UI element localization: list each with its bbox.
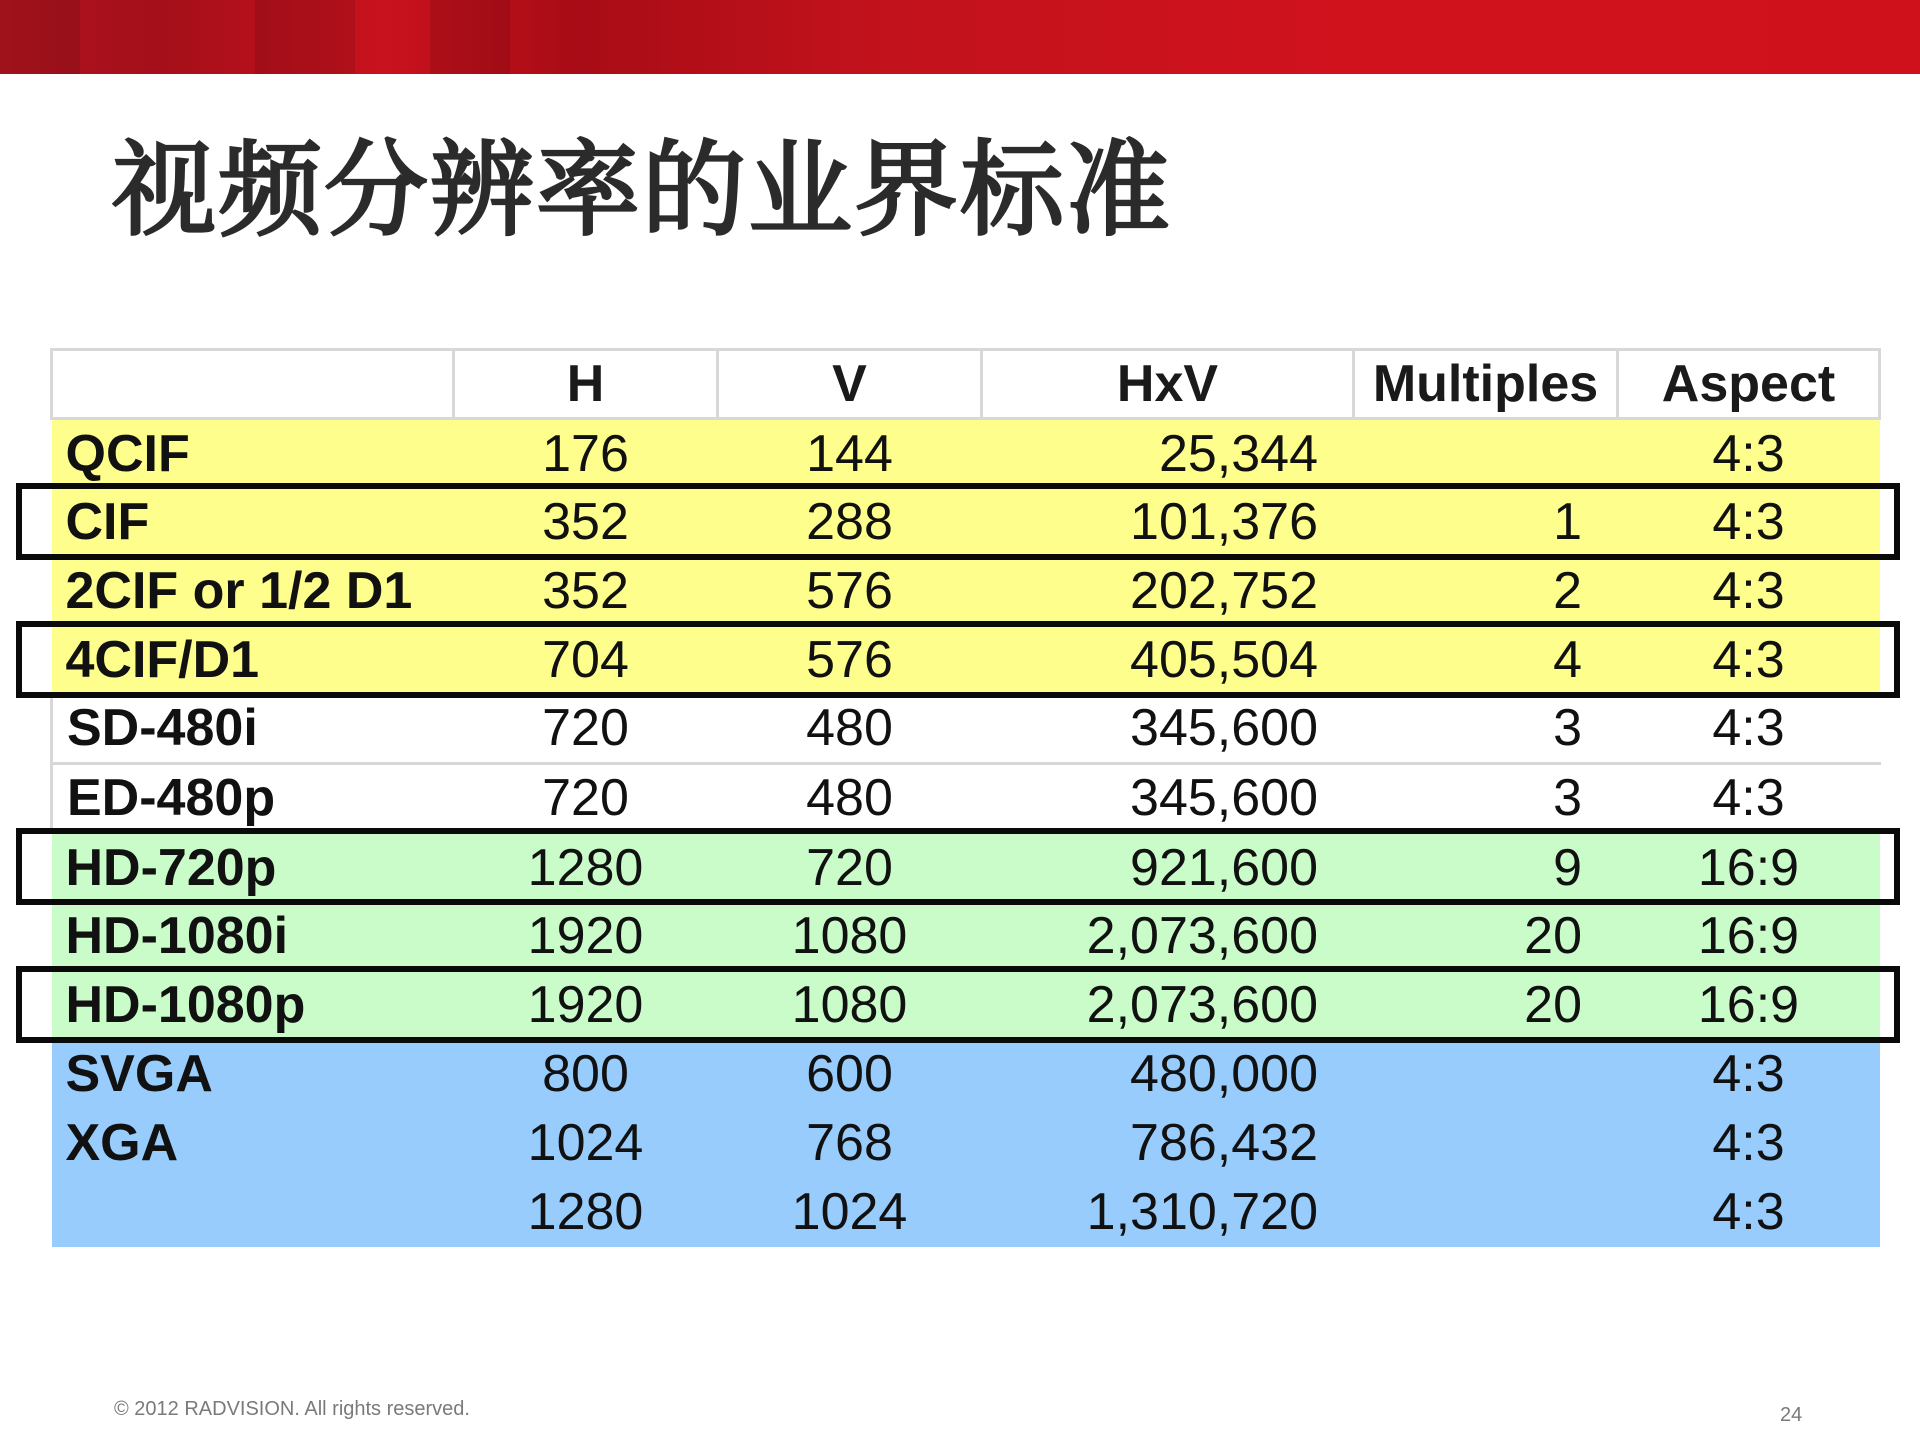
cell-v: 1080 <box>718 971 982 1040</box>
cell-h: 704 <box>454 626 718 695</box>
cell-h: 1280 <box>454 833 718 902</box>
table-row <box>52 695 1880 764</box>
cell-aspect: 4:3 <box>1618 557 1880 626</box>
cell-v: 480 <box>718 764 982 833</box>
cell-hxv: 2,073,600 <box>982 902 1354 971</box>
cell-aspect: 4:3 <box>1618 1178 1880 1247</box>
cell-multiples: 20 <box>1354 902 1618 971</box>
table-row <box>52 764 1880 833</box>
cell-hxv: 786,432 <box>982 1109 1354 1178</box>
header-multiples: Multiples <box>1354 350 1618 419</box>
cell-h: 720 <box>454 764 718 833</box>
cell-hxv: 405,504 <box>982 626 1354 695</box>
cell-multiples: 3 <box>1354 764 1618 833</box>
header-aspect: Aspect <box>1618 350 1880 419</box>
cell-multiples <box>1354 419 1618 488</box>
cell-h: 352 <box>454 488 718 557</box>
cell-hxv: 1,310,720 <box>982 1178 1354 1247</box>
cell-aspect: 4:3 <box>1618 626 1880 695</box>
cell-hxv: 480,000 <box>982 1040 1354 1109</box>
top-banner <box>0 0 1920 74</box>
cell-v: 288 <box>718 488 982 557</box>
row-name: HD-720p <box>52 833 454 902</box>
cell-v: 720 <box>718 833 982 902</box>
cell-hxv: 921,600 <box>982 833 1354 902</box>
row-name: SD-480i <box>52 695 454 764</box>
row-name: ED-480p <box>52 764 454 833</box>
cell-h: 352 <box>454 557 718 626</box>
table-row <box>52 902 1880 971</box>
banner-shade <box>255 0 355 74</box>
cell-v: 600 <box>718 1040 982 1109</box>
cell-multiples <box>1354 1178 1618 1247</box>
cell-h: 1920 <box>454 902 718 971</box>
cell-multiples <box>1354 1109 1618 1178</box>
resolution-table <box>50 348 1881 1247</box>
header-name <box>52 350 454 419</box>
header-v: V <box>718 350 982 419</box>
cell-hxv: 2,073,600 <box>982 971 1354 1040</box>
slide-title: 视频分辨率的业界标准 <box>112 129 1173 251</box>
row-name: 2CIF or 1/2 D1 <box>52 557 454 626</box>
cell-v: 576 <box>718 557 982 626</box>
cell-hxv: 345,600 <box>982 695 1354 764</box>
cell-v: 144 <box>718 419 982 488</box>
table-row <box>52 626 1880 695</box>
table-row <box>52 971 1880 1040</box>
banner-shade <box>0 0 80 74</box>
header-h: H <box>454 350 718 419</box>
cell-hxv: 202,752 <box>982 557 1354 626</box>
cell-multiples: 20 <box>1354 971 1618 1040</box>
cell-aspect: 4:3 <box>1618 695 1880 764</box>
cell-h: 1280 <box>454 1178 718 1247</box>
row-name: XGA <box>52 1109 454 1178</box>
row-name: SVGA <box>52 1040 454 1109</box>
cell-multiples <box>1354 1040 1618 1109</box>
table-header-row <box>52 350 1880 419</box>
page-number: 24 <box>1780 1404 1803 1426</box>
row-name: 4CIF/D1 <box>52 626 454 695</box>
cell-aspect: 16:9 <box>1618 971 1880 1040</box>
cell-h: 1024 <box>454 1109 718 1178</box>
table-row <box>52 488 1880 557</box>
cell-aspect: 4:3 <box>1618 419 1880 488</box>
table-row <box>52 1178 1880 1247</box>
cell-multiples: 3 <box>1354 695 1618 764</box>
cell-hxv: 25,344 <box>982 419 1354 488</box>
cell-hxv: 101,376 <box>982 488 1354 557</box>
row-name: QCIF <box>52 419 454 488</box>
cell-aspect: 16:9 <box>1618 833 1880 902</box>
cell-multiples: 1 <box>1354 488 1618 557</box>
cell-v: 768 <box>718 1109 982 1178</box>
cell-multiples: 2 <box>1354 557 1618 626</box>
cell-h: 176 <box>454 419 718 488</box>
cell-aspect: 4:3 <box>1618 764 1880 833</box>
cell-multiples: 9 <box>1354 833 1618 902</box>
cell-v: 1080 <box>718 902 982 971</box>
row-name: HD-1080p <box>52 971 454 1040</box>
cell-h: 720 <box>454 695 718 764</box>
table-row <box>52 419 1880 488</box>
cell-h: 1920 <box>454 971 718 1040</box>
cell-v: 480 <box>718 695 982 764</box>
row-name: HD-1080i <box>52 902 454 971</box>
row-name <box>52 1178 454 1247</box>
cell-multiples: 4 <box>1354 626 1618 695</box>
table-row <box>52 1040 1880 1109</box>
cell-hxv: 345,600 <box>982 764 1354 833</box>
cell-aspect: 16:9 <box>1618 902 1880 971</box>
cell-v: 1024 <box>718 1178 982 1247</box>
copyright-footer: © 2012 RADVISION. All rights reserved. <box>114 1398 470 1420</box>
cell-v: 576 <box>718 626 982 695</box>
table-row <box>52 557 1880 626</box>
header-hxv: HxV <box>982 350 1354 419</box>
cell-aspect: 4:3 <box>1618 1040 1880 1109</box>
cell-aspect: 4:3 <box>1618 488 1880 557</box>
cell-aspect: 4:3 <box>1618 1109 1880 1178</box>
table-row <box>52 833 1880 902</box>
table-row <box>52 1109 1880 1178</box>
cell-h: 800 <box>454 1040 718 1109</box>
row-name: CIF <box>52 488 454 557</box>
banner-shade <box>430 0 510 74</box>
